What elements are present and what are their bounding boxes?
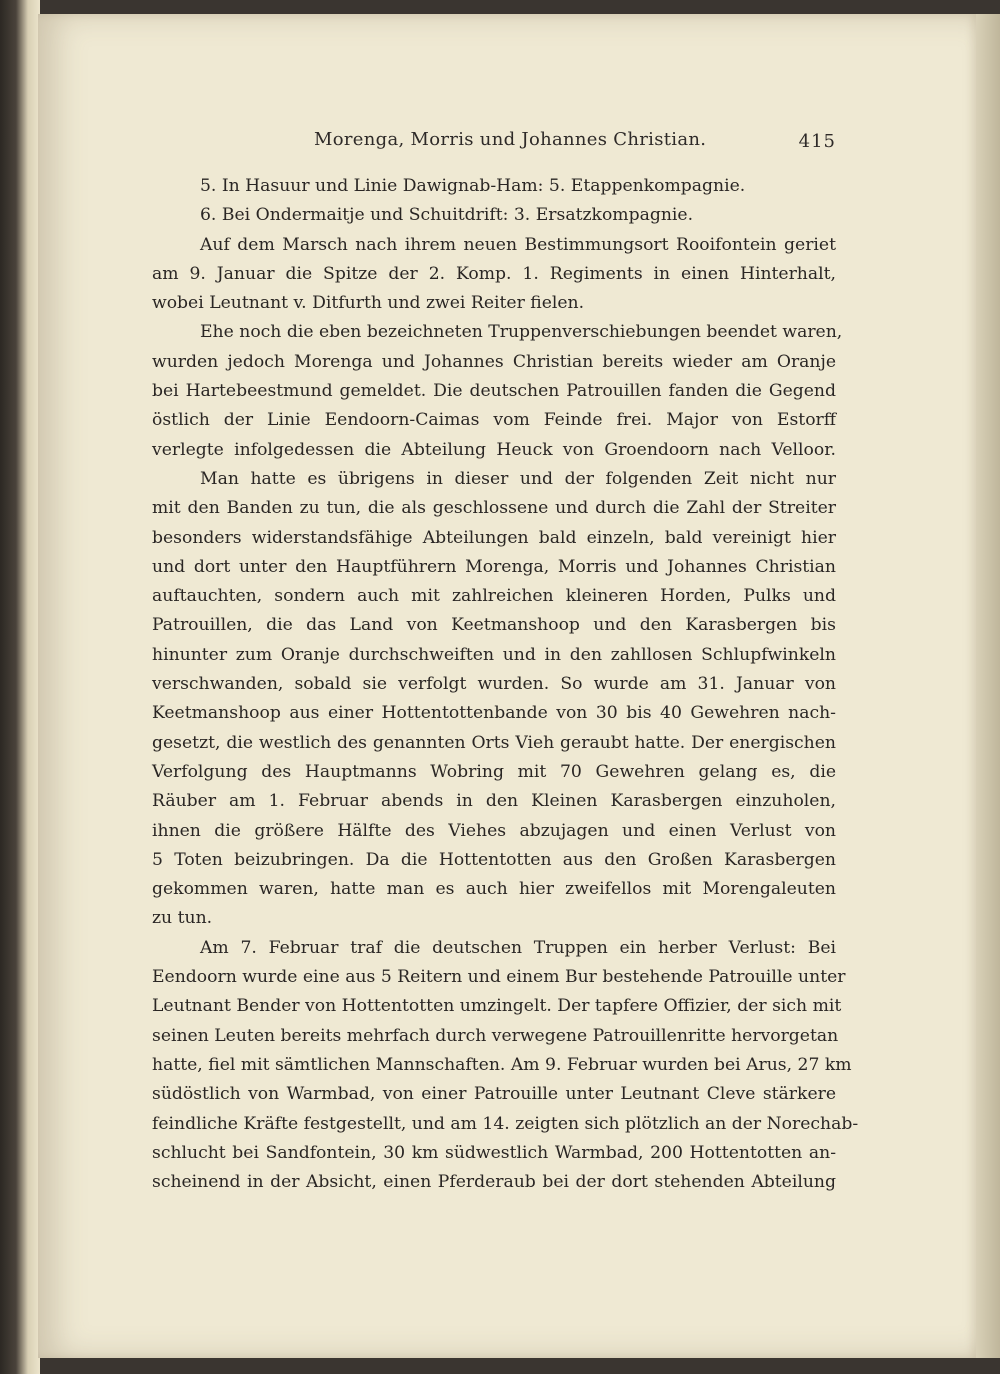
text-line: Räuber am 1. Februar abends in den Kleinen Karasbergen einzuholen,	[152, 791, 836, 812]
text-line: zu tun.	[152, 908, 213, 929]
text-line: auftauchten, sondern auch mit zahlreichen kleineren Horden, Pulks und	[152, 586, 836, 607]
text-line: hatte, fiel mit sämtlichen Mannschaften. Am 9. Februar wurden bei Arus, 27 km	[152, 1054, 852, 1075]
book-spine	[0, 0, 40, 1374]
text-line: Patrouillen, die das Land von Keetmanshoop und den Karasbergen bis	[152, 615, 836, 636]
text-line: Auf dem Marsch nach ihrem neuen Bestimmungsort Rooifontein geriet	[200, 234, 836, 255]
text-line: wobei Leutnant v. Ditfurth und zwei Reiter fielen.	[152, 293, 585, 314]
text-line: Man hatte es übrigens in dieser und der folgenden Zeit nicht nur	[200, 468, 836, 489]
text-line: wurden jedoch Morenga und Johannes Christian bereits wieder am Oranje	[152, 351, 836, 372]
text-line: scheinend in der Absicht, einen Pferderaub bei der dort stehenden Abteilung	[152, 1172, 836, 1193]
text-line: Verfolgung des Hauptmanns Wobring mit 70 Gewehren gelang es, die	[152, 761, 836, 782]
text-line: verschwanden, sobald sie verfolgt wurden. So wurde am 31. Januar von	[152, 674, 836, 695]
text-line: Keetmanshoop aus einer Hottentottenbande von 30 bis 40 Gewehren nach-	[152, 703, 836, 724]
text-line: südöstlich von Warmbad, von einer Patrouille unter Leutnant Cleve stärkere	[152, 1084, 836, 1105]
text-line: ihnen die größere Hälfte des Viehes abzujagen und einen Verlust von	[152, 820, 836, 841]
text-line: bei Hartebeestmund gemeldet. Die deutschen Patrouillen fanden die Gegend	[152, 381, 836, 402]
text-line: Eendoorn wurde eine aus 5 Reitern und einem Bur bestehende Patrouille unter	[152, 967, 846, 988]
text-line: gesetzt, die westlich des genannten Orts Vieh geraubt hatte. Der energischen	[152, 732, 836, 753]
text-line: feindliche Kräfte festgestellt, und am 14. zeigten sich plötzlich an der Norechab-	[152, 1113, 859, 1134]
text-line: hinunter zum Oranje durchschweiften und in den zahllosen Schlupfwinkeln	[152, 644, 836, 665]
page-number: 415	[798, 131, 836, 152]
text-line: Leutnant Bender von Hottentotten umzingelt. Der tapfere Offizier, der sich mit	[152, 996, 842, 1017]
text-line: gekommen waren, hatte man es auch hier zweifellos mit Morengaleuten	[152, 879, 836, 900]
body-text	[152, 172, 859, 1197]
text-line: 6. Bei Ondermaitje und Schuitdrift: 3. Ersatzkompagnie.	[200, 205, 694, 226]
text-line: am 9. Januar die Spitze der 2. Komp. 1. Regiments in einen Hinterhalt,	[152, 263, 836, 284]
text-line: Am 7. Februar traf die deutschen Truppen ein herber Verlust: Bei	[200, 937, 836, 958]
text-line: verlegte infolgedessen die Abteilung Heuck von Groendoorn nach Velloor.	[152, 439, 836, 460]
text-line: seinen Leuten bereits mehrfach durch verwegene Patrouillenritte hervorgetan	[152, 1025, 839, 1046]
text-line: östlich der Linie Eendoorn-Caimas vom Feinde frei. Major von Estorff	[152, 410, 836, 431]
page-header	[152, 123, 836, 157]
text-line: mit den Banden zu tun, die als geschlossene und durch die Zahl der Streiter	[152, 498, 836, 519]
text-line: und dort unter den Hauptführern Morenga, Morris und Johannes Christian	[152, 556, 836, 577]
text-line: schlucht bei Sandfontein, 30 km südwestlich Warmbad, 200 Hottentotten an-	[152, 1142, 836, 1163]
page-edge	[976, 14, 1000, 1358]
text-line: 5 Toten beizubringen. Da die Hottentotten aus den Großen Karasbergen	[152, 849, 836, 870]
text-line: 5. In Hasuur und Linie Dawignab-Ham: 5. Etappenkompagnie.	[200, 176, 746, 196]
running-head: Morenga, Morris und Johannes Christian.	[314, 129, 707, 150]
text-line: besonders widerstandsfähige Abteilungen bald einzeln, bald vereinigt hier	[152, 527, 836, 548]
text-line: Ehe noch die eben bezeichneten Truppenverschiebungen beendet waren,	[200, 322, 843, 343]
